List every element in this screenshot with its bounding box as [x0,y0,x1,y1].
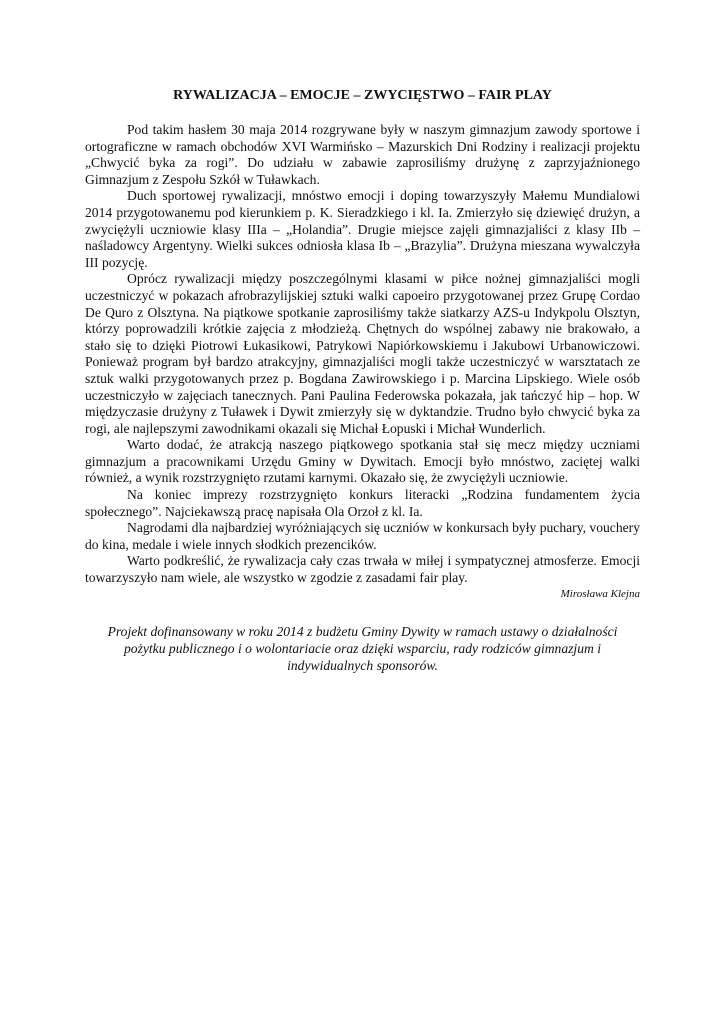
paragraph-prizes: Nagrodami dla najbardziej wyróżniających się uczniów w konkursach były puchary, vouchery do kina, medale i wiele innych słodkich prezencików. [85,520,640,552]
paragraph-closing: Warto podkreślić, że rywalizacja cały czas trwała w miłej i sympatycznej atmosferze. Emocji towarzyszyło nam wiele, ale wszystko w zgodzie z zasadami fair play. [85,553,640,586]
document-page [85,87,640,674]
paragraph-match: Warto dodać, że atrakcją naszego piątkowego spotkania stał się mecz między uczniami gimnazjum a pracownikami Urzędu Gminy w Dywitach. Emocji było mnóstwo, zaciętej walki również, a wynik rozstrzygnięto rzutami karnymi. Okazało się, że zwyciężyli uczniowie. [85,437,640,486]
funding-note: Projekt dofinansowany w roku 2014 z budżetu Gminy Dywity w ramach ustawy o działalności pożytku publicznego i o wolontariacie oraz dzięki wsparciu, rady rodziców gimnazjum i indywidualnych sponsorów. [107,623,618,673]
paragraph-contest: Na koniec imprezy rozstrzygnięto konkurs literacki „Rodzina fundamentem życia społecznego”. Najciekawszą pracę napisała Ola Orzoł z kl. Ia. [85,487,640,519]
paragraph-mundial: Duch sportowej rywalizacji, mnóstwo emocji i doping towarzyszyły Małemu Mundialowi 2014 przygotowanemu pod kierunkiem p. K. Sieradzkiego i kl. Ia. Zmierzyło się dziewięć drużyn, a zwyciężyli uczniowie klasy IIIa – „Holandia”. Drugie miejsce zajęli gimnazjaliści z klasy IIb – naśladowcy Argentyny. Wielki sukces odniosła klasa Ib – „Brazylia”. Drużyna mieszana wywalczyła III pozycję. [85,188,640,270]
paragraph-intro: Pod takim hasłem 30 maja 2014 rozgrywane były w naszym gimnazjum zawody sportowe i ortograficzne w ramach obchodów XVI Warmińsko – Mazurskich Dni Rodziny i realizacji projektu „Chwycić byka za rogi”. Do udziału w zabawie zaprosiliśmy drużynę z zaprzyjaźnionego Gimnazjum z Zespołu Szkół w Tuławkach. [85,122,640,187]
author-signature: Mirosława Klejna [560,587,640,600]
document-title: RYWALIZACJA – EMOCJE – ZWYCIĘSTWO – FAIR PLAY [173,88,552,103]
document-body [85,122,640,587]
paragraph-attractions: Oprócz rywalizacji między poszczególnymi klasami w piłce nożnej gimnazjaliści mogli uczestniczyć w pokazach afrobrazylijskiej sztuki walki capoeiro przygotowanej przez Grupę Cordao De Quro z Olsztyna. Na piątkowe spotkanie zaprosiliśmy także siatkarzy AZS-u Indykpolu Olsztyn, którzy poprowadzili krótkie zajęcia z młodzieżą. Chętnych do wspólnej zabawy nie brakowało, a stało się to dzięki Piotrowi Łukasikowi, Patrykowi Napiórkowskiemu i Jakubowi Urbanowiczowi. Ponieważ program był bardzo atrakcyjny, gimnazjaliści mogli także uczestniczyć w warsztatach ze sztuk walki przygotowanych przez p. Bogdana Zawirowskiego i p. Marcina Lipskiego. Wiele osób uczestniczyło w zajęciach tanecznych. Pani Paulina Federowska pokazała, jak tańczyć hip – hop. W międzyczasie drużyny z Tuławek i Dywit zmierzyły się w dyktandzie. Trudno było chwycić byka za rogi, ale najlepszymi zawodnikami okazali się Michał Łopuski i Michał Wunderlich. [85,271,640,436]
